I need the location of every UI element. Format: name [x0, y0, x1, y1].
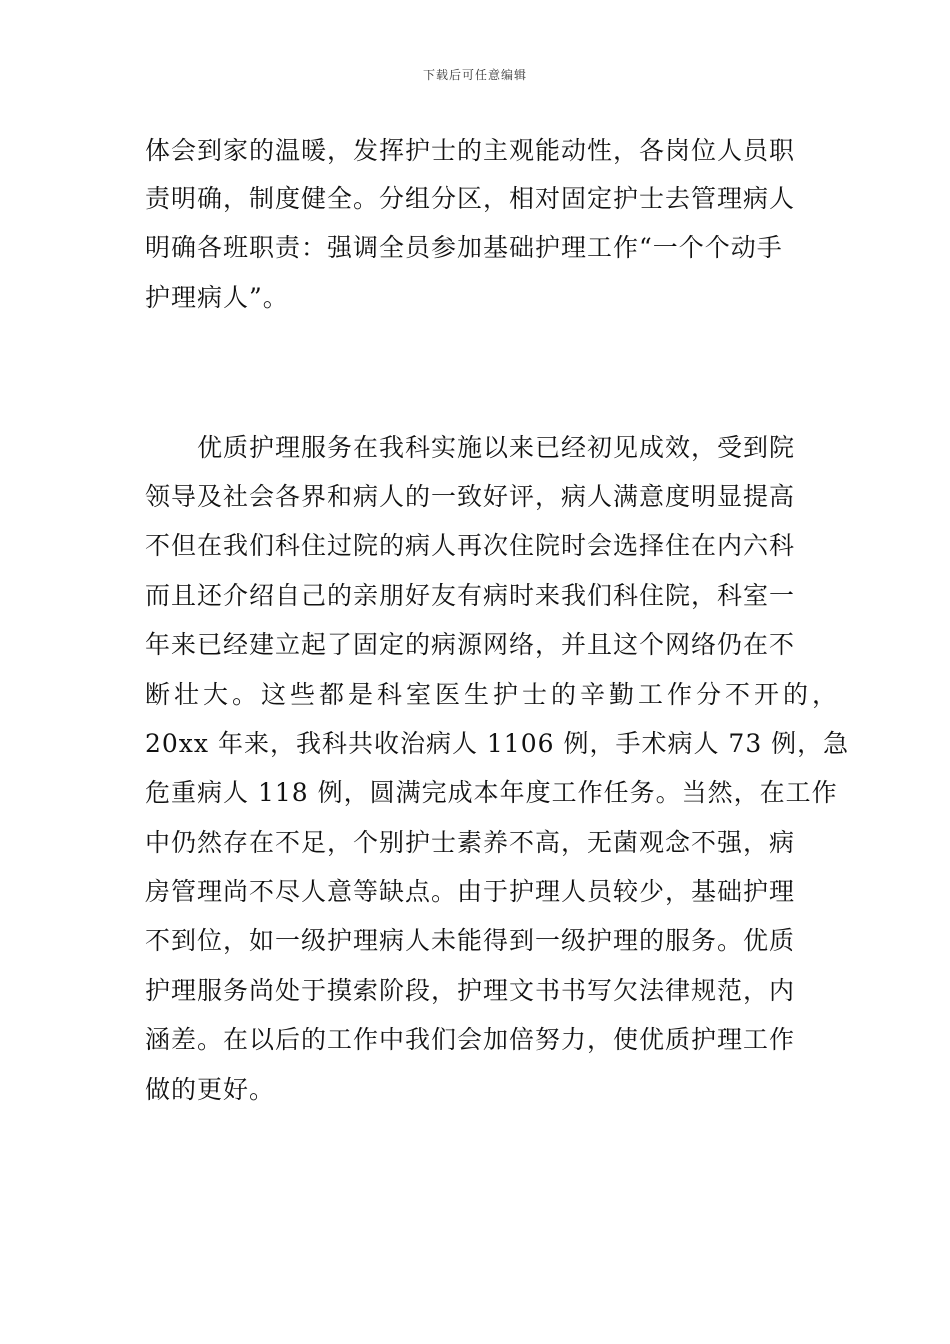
paragraph-2-line: 中仍然存在不足，个别护士素养不高，无菌观念不强，病 — [145, 828, 796, 857]
paragraph-2-line: 房管理尚不尽人意等缺点。由于护理人员较少，基础护理 — [145, 877, 796, 906]
paragraph-2-line: 护理服务尚处于摸索阶段，护理文书书写欠法律规范，内 — [145, 976, 796, 1005]
paragraph-2-line: 涵差。在以后的工作中我们会加倍努力，使优质护理工作 — [145, 1025, 796, 1054]
paragraph-2-line: 20xx 年来，我科共收治病人 1106 例，手术病人 73 例，急 — [145, 729, 850, 758]
paragraph-2-line: 断壮大。这些都是科室医生护士的辛勤工作分不开的， — [145, 680, 842, 709]
paragraph-2-line: 而且还介绍自己的亲朋好友有病时来我们科住院，科室一 — [145, 581, 796, 610]
paragraph-2-line: 危重病人 118 例，圆满完成本年度工作任务。当然，在工作 — [145, 778, 838, 807]
paragraph-2-line: 不但在我们科住过院的病人再次住院时会选择住在内六科 — [145, 531, 796, 560]
paragraph-1-line: 责明确，制度健全。分组分区，相对固定护士去管理病人 — [145, 184, 796, 213]
paragraph-1-line: 护理病人”。 — [145, 283, 289, 312]
page-header: 下载后可任意编辑 — [422, 68, 527, 82]
paragraph-1-line: 体会到家的温暖，发挥护士的主观能动性，各岗位人员职 — [145, 136, 796, 165]
paragraph-2-line: 做的更好。 — [145, 1075, 276, 1104]
paragraph-2-line: 领导及社会各界和病人的一致好评，病人满意度明显提高 — [145, 482, 796, 511]
paragraph-2-line: 优质护理服务在我科实施以来已经初见成效，受到院 — [197, 433, 796, 462]
paragraph-1-line: 明确各班职责：强调全员参加基础护理工作“一个个动手 — [145, 233, 783, 262]
paragraph-2-line: 年来已经建立起了固定的病源网络，并且这个网络仍在不 — [145, 630, 796, 659]
paragraph-2-line: 不到位，如一级护理病人未能得到一级护理的服务。优质 — [145, 926, 796, 955]
